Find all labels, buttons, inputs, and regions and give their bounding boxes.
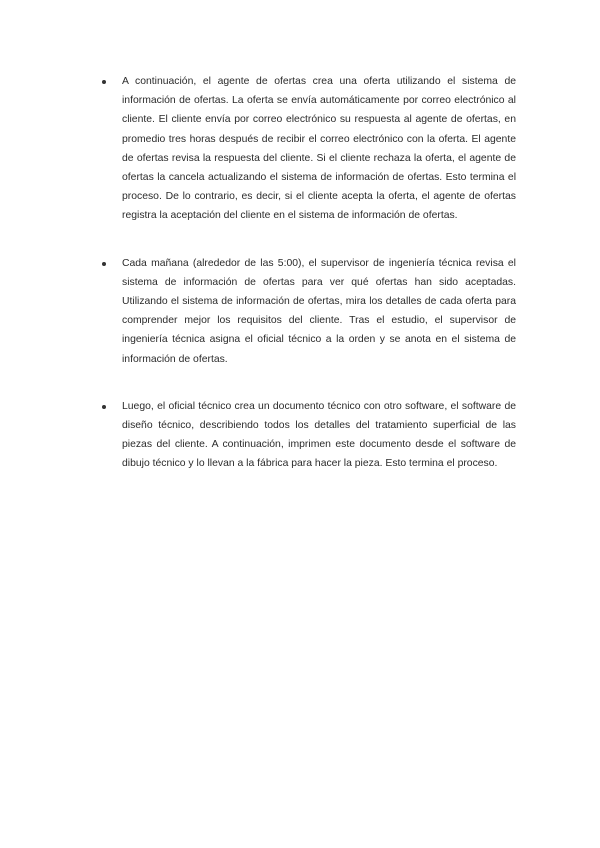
- bullet-icon: [102, 262, 106, 266]
- bullet-icon: [102, 80, 106, 84]
- list-item: [122, 72, 516, 226]
- bullet-icon: [102, 405, 106, 409]
- bullet-text: Luego, el oficial técnico crea un documento técnico con otro software, el software de diseño técnico, describiendo todos los detalles del tratamiento superficial de las piezas del cliente. A continuación, imprimen este documento desde el software de dibujo técnico y lo llevan a la fábrica para hacer la pieza. Esto termina el proceso.: [122, 400, 516, 470]
- bullet-list: [122, 72, 516, 502]
- bullet-text: A continuación, el agente de ofertas crea una oferta utilizando el sistema de información de ofertas. La oferta se envía automáticamente por correo electrónico al cliente. El cliente envía por correo electrónico su respuesta al agente de ofertas, en promedio tres horas después de recibir el correo electrónico con la oferta. El agente de ofertas revisa la respuesta del cliente. Si el cliente rechaza la oferta, el agente de ofertas la cancela actualizando el sistema de información de ofertas. Esto termina el proceso. De lo contrario, es decir, si el cliente acepta la oferta, el agente de ofertas registra la aceptación del cliente en el sistema de información de ofertas.: [122, 76, 516, 222]
- list-item: [122, 254, 516, 369]
- bullet-text: Cada mañana (alrededor de las 5:00), el supervisor de ingeniería técnica revisa el sistema de información de ofertas para ver qué ofertas han sido aceptadas. Utilizando el sistema de información de ofertas, mira los detalles de cada oferta para comprender mejor los requisitos del cliente. Tras el estudio, el supervisor de ingeniería técnica asigna el oficial técnico a la orden y se anota en el sistema de información de ofertas.: [122, 257, 516, 365]
- list-item: [122, 397, 516, 474]
